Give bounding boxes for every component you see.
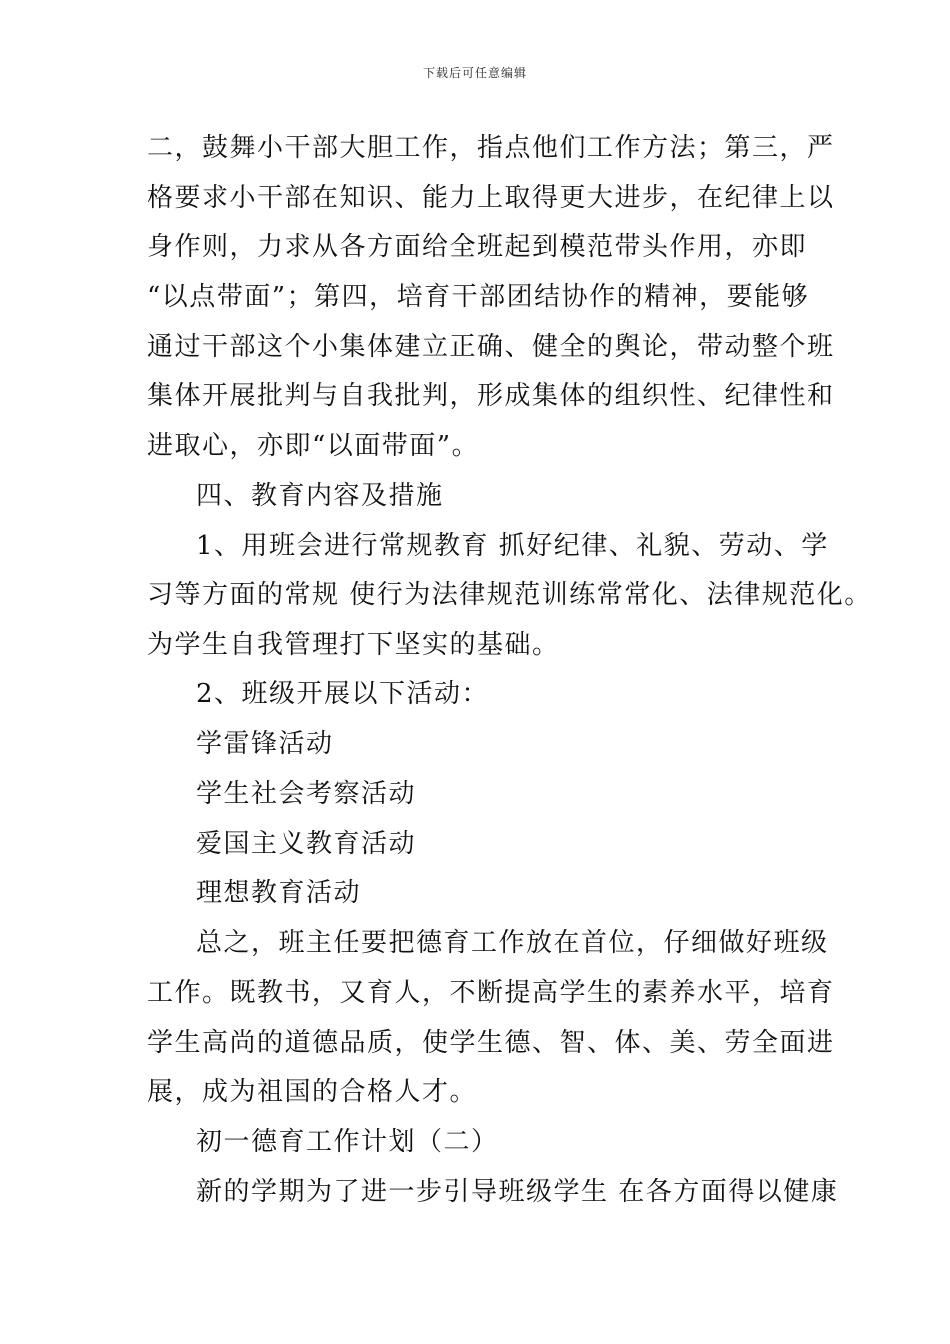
text-line: 集体开展批判与自我批判，形成集体的组织性、纪律性和 [147, 381, 835, 411]
text-line: 进取心，亦即“以面带面”。 [147, 431, 480, 461]
list-item: 学雷锋活动 [196, 729, 334, 759]
text-line: 习等方面的常规 使行为法律规范训练常常化、法律规范化。 [147, 580, 872, 610]
list-item: 学生社会考察活动 [196, 779, 417, 809]
text-line: 1、用班会进行常规教育 抓好纪律、礼貌、劳动、学 [196, 531, 829, 561]
section-heading: 初一德育工作计划（二） [196, 1127, 499, 1157]
text-line: 学生高尚的道德品质，使学生德、智、体、美、劳全面进 [147, 1028, 835, 1058]
text-line: 新的学期为了进一步引导班级学生 在各方面得以健康 [196, 1177, 839, 1207]
text-line: 工作。既教书，又育人，不断提高学生的素养水平，培育 [147, 978, 835, 1008]
text-line: 2、班级开展以下活动： [196, 679, 490, 709]
text-line: 为学生自我管理打下坚实的基础。 [147, 630, 560, 660]
list-item: 爱国主义教育活动 [196, 829, 417, 859]
text-line: 格要求小干部在知识、能力上取得更大进步，在纪律上以 [147, 183, 835, 213]
header-note: 下载后可任意编辑 [422, 66, 527, 80]
text-line: 二，鼓舞小干部大胆工作，指点他们工作方法；第三，严 [147, 133, 835, 163]
text-line: “以点带面”；第四，培育干部团结协作的精神，要能够 [147, 282, 810, 312]
text-line: 总之，班主任要把德育工作放在首位，仔细做好班级 [196, 928, 829, 958]
list-item: 理想教育活动 [196, 878, 362, 908]
text-line: 通过干部这个小集体建立正确、健全的舆论，带动整个班 [147, 332, 835, 362]
section-heading: 四、教育内容及措施 [196, 481, 444, 511]
text-line: 展，成为祖国的合格人才。 [147, 1077, 478, 1107]
text-line: 身作则，力求从各方面给全班起到模范带头作用，亦即 [147, 232, 808, 262]
